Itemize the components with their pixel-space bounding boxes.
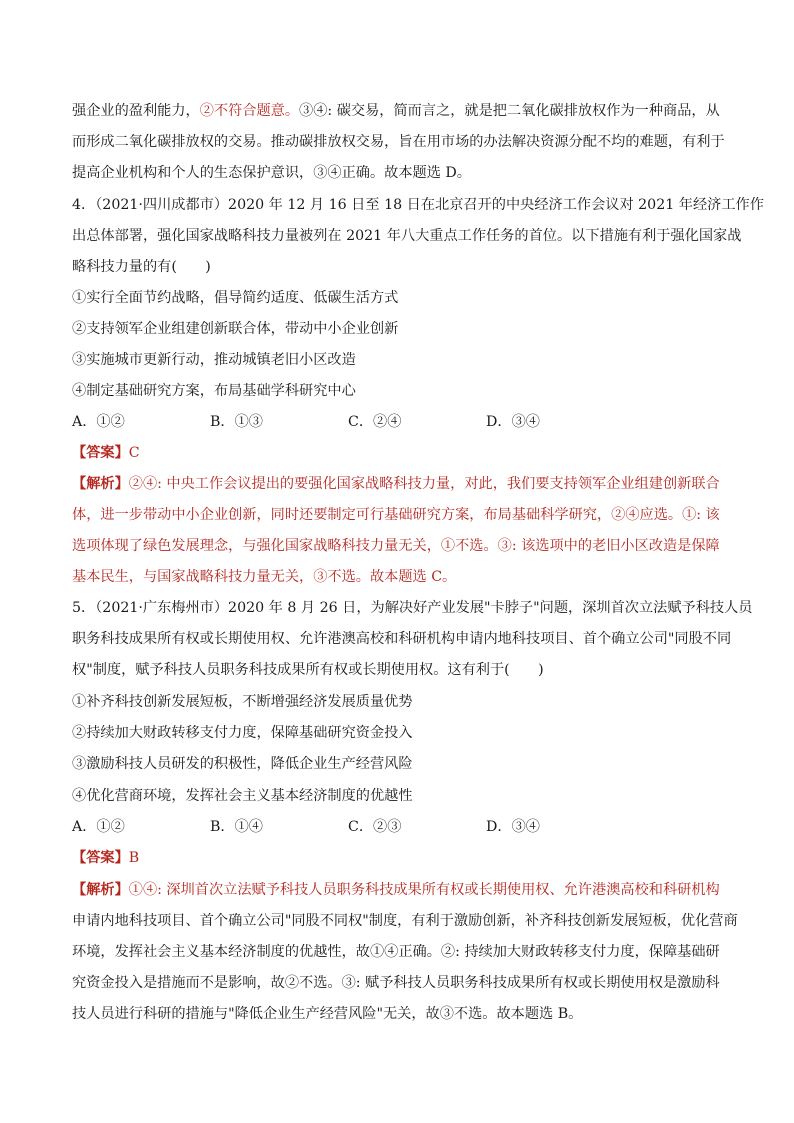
q5-analysis-line-2: 申请内地科技项目、首个确立公司"同股不同权"制度，有利于激励创新，补齐科技创新发展短板，优化营商: [72, 913, 738, 929]
answer-value: B: [128, 850, 140, 866]
q5-analysis-line-3: 环境，发挥社会主义基本经济制度的优越性，故①④正确。②: 持续加大财政转移支付力度，保障基础研: [72, 944, 720, 960]
answer-value: C: [128, 445, 140, 461]
q5-stem-line-1: 5．（2021·广东梅州市）2020 年 8 月 26 日，为解决好产业发展"卡脖子"问题，深圳首次立法赋予科技人员: [72, 600, 753, 616]
q5-stem-line-3: 权"制度，赋予科技人员职务科技成果所有权或长期使用权。这有利于( ): [72, 662, 544, 678]
q4-option-d: D．③④: [486, 414, 540, 430]
q4-analysis-line-4: 基本民生，与国家战略科技力量无关，③不选。故本题选 C。: [72, 569, 457, 585]
q4-option-b: B．①③: [210, 414, 263, 430]
prev-analysis-line-2: 而形成二氧化碳排放权的交易。推动碳排放权交易，旨在用市场的办法解决资源分配不均的难题，有利于: [72, 134, 725, 150]
q5-item-2: ②持续加大财政转移支付力度，保障基础研究资金投入: [72, 725, 413, 741]
q5-item-1: ①补齐科技创新发展短板，不断增强经济发展质量优势: [72, 694, 413, 710]
q4-stem-line-3: 略科技力量的有( ): [72, 259, 211, 275]
analysis-tag: 【解析】: [72, 882, 129, 898]
analysis-tag: 【解析】: [72, 476, 129, 492]
q4-item-1: ①实行全面节约战略，倡导简约适度、低碳生活方式: [72, 290, 399, 306]
q5-item-4: ④优化营商环境，发挥社会主义基本经济制度的优越性: [72, 788, 413, 804]
q4-option-a: A．①②: [72, 414, 125, 430]
q4-item-4: ④制定基础研究方案，布局基础学科研究中心: [72, 383, 356, 399]
q5-stem-line-2: 职务科技成果所有权或长期使用权、允许港澳高校和科研机构申请内地科技项目、首个确立公司"同股不同: [72, 631, 732, 647]
q5-analysis-line-1: 【解析】①④: 深圳首次立法赋予科技人员职务科技成果所有权或长期使用权、允许港澳高校和科研机构: [72, 882, 720, 898]
q5-option-c: C．②③: [348, 819, 402, 835]
answer-tag: 【答案】: [72, 445, 129, 461]
q4-item-3: ③实施城市更新行动，推动城镇老旧小区改造: [72, 352, 356, 368]
q5-item-3: ③激励科技人员研发的积极性，降低企业生产经营风险: [72, 756, 413, 772]
q4-analysis-line-3: 选项体现了绿色发展理念，与强化国家战略科技力量无关，①不选。③: 该选项中的老旧小区改造是保障: [72, 538, 720, 554]
q5-analysis-line-5: 技人员进行科研的措施与"降低企业生产经营风险"无关，故③不选。故本题选 B。: [72, 1006, 583, 1022]
q4-stem-line-1: 4．（2021·四川成都市）2020 年 12 月 16 日至 18 日在北京召开的中央经济工作会议对 2021 年经济工作作: [72, 197, 764, 213]
prev-analysis-line-1: 强企业的盈利能力，②不符合题意。③④: 碳交易，简而言之，就是把二氧化碳排放权作为一种商品，从: [72, 103, 720, 119]
q4-analysis-line-2: 体，进一步带动中小企业创新，同时还要制定可行基础研究方案，布局基础科学研究，②④应选。①: 该: [72, 507, 720, 523]
q5-option-b: B．①④: [210, 819, 263, 835]
q5-option-a: A．①②: [72, 819, 125, 835]
q5-option-d: D．③④: [486, 819, 540, 835]
answer-tag: 【答案】: [72, 850, 129, 866]
q4-analysis-line-1: 【解析】②④: 中央工作会议提出的要强化国家战略科技力量，对此，我们要支持领军企业组建创新联合: [72, 476, 720, 492]
prev-analysis-line-3: 提高企业机构和个人的生态保护意识，③④正确。故本题选 D。: [72, 165, 471, 181]
q4-stem-line-2: 出总体部署，强化国家战略科技力量被列在 2021 年八大重点工作任务的首位。以下措施有利于强化国家战: [72, 228, 742, 244]
q4-item-2: ②支持领军企业组建创新联合体，带动中小企业创新: [72, 321, 399, 337]
q4-option-c: C．②④: [348, 414, 402, 430]
q4-answer: [72, 443, 140, 463]
q5-answer: [72, 848, 139, 868]
q5-analysis-line-4: 究资金投入是措施而不是影响，故②不选。③: 赋予科技人员职务科技成果所有权或长期使用权是激励科: [72, 975, 720, 991]
